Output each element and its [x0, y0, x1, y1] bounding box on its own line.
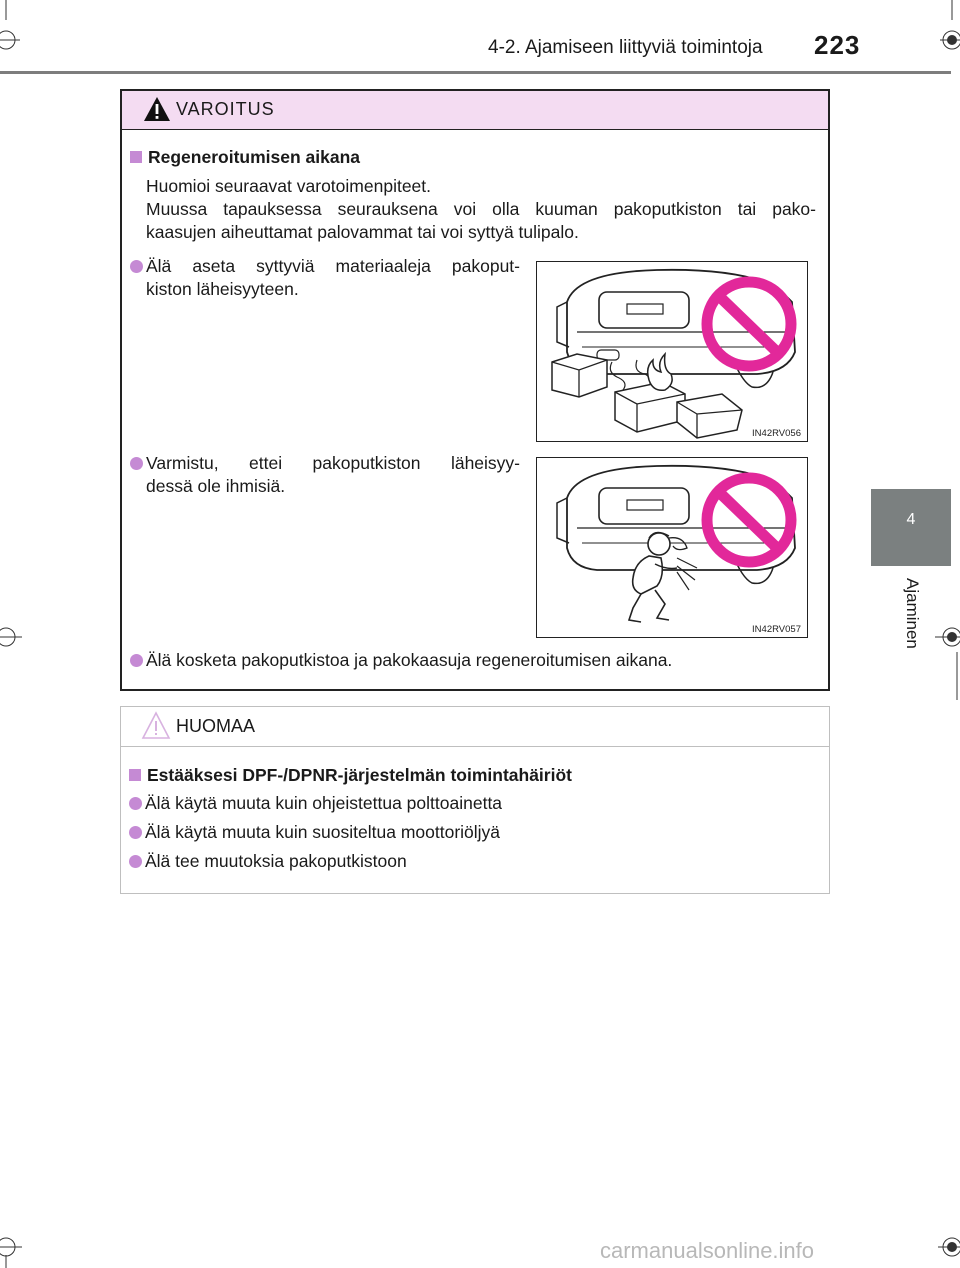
warning-triangle-icon [142, 95, 172, 128]
square-bullet-icon [130, 151, 142, 163]
illustration-person [536, 457, 808, 638]
crop-mark-mid-left [0, 612, 30, 662]
square-bullet-icon [129, 769, 141, 781]
header-rule [0, 71, 951, 74]
notice-header [121, 707, 829, 747]
illustration-flammables [536, 261, 808, 442]
notice-section-heading: Estääksesi DPF-/DPNR-järjestelmän toimintahäiriöt [129, 765, 572, 786]
chapter-number: 4 [906, 511, 916, 528]
warning-intro: Huomioi seuraavat varotoimenpiteet. Muussa tapauksessa seurauksena voi olla kuuman pakoputkiston tai pako- kaasujen aiheuttamat palovammat tai voi syttyä tulipalo. [146, 176, 816, 242]
round-bullet-icon [130, 654, 143, 667]
round-bullet-icon [130, 457, 143, 470]
notice-box: HUOMAA Estääksesi DPF-/DPNR-järjestelmän toimintahäiriöt Älä käytä muuta kuin ohjeistettua polttoainetta Älä käytä muuta kuin suositeltua moottoriöljyä Älä tee muutoksia pakoputkistoon [120, 706, 830, 894]
warning-title: VAROITUS [176, 99, 275, 119]
watermark: carmanualsonline.info [600, 1238, 815, 1263]
chapter-label: Ajaminen [903, 578, 922, 649]
warning-header [122, 91, 828, 130]
crop-mark-bottom-right [920, 1225, 960, 1268]
caution-triangle-icon [141, 711, 171, 746]
round-bullet-icon [130, 260, 143, 273]
illustration-code: IN42RV057 [752, 624, 801, 635]
crop-mark-top-right [920, 0, 960, 60]
section-title: 4-2. Ajamiseen liittyviä toimintoja [488, 37, 763, 58]
round-bullet-icon [129, 855, 142, 868]
page-number: 223 [814, 30, 861, 60]
illustration-code: IN42RV056 [752, 428, 801, 439]
round-bullet-icon [129, 826, 142, 839]
notice-title: HUOMAA [176, 716, 256, 736]
crop-mark-bottom-left [0, 1225, 40, 1268]
warning-section-heading: Regeneroitumisen aikana [130, 147, 360, 168]
crop-mark-top-left [0, 0, 40, 60]
round-bullet-icon [129, 797, 142, 810]
chapter-tab [871, 489, 951, 566]
warning-box: VAROITUS Regeneroitumisen aikana Huomioi seuraavat varotoimenpiteet. Muussa tapauksessa seurauksena voi olla kuuman pakoputkiston tai pako- kaasujen aiheuttamat palovammat tai voi syttyä tulipalo. Älä aseta syttyviä materiaaleja pakoput- kiston läheisyyteen. IN42RV056 Varmistu, ettei pakoputkiston läheisyy- dessä ole ihmisiä. IN42RV057 Älä kosketa pakoputkistoa ja pakokaasuja regeneroitumisen aikana. [120, 89, 830, 691]
crop-mark-mid-right [925, 612, 960, 702]
